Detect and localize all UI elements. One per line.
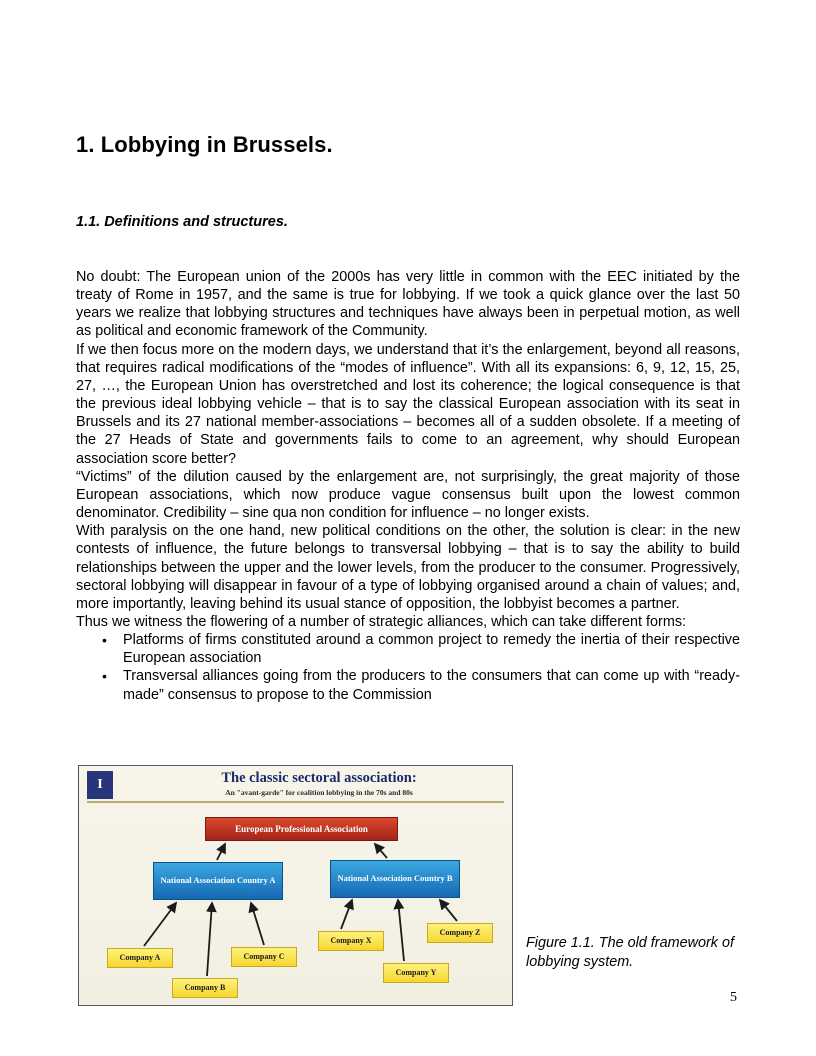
figure-subtitle: An "avant-garde" for coalition lobbying in the 70s and 80s	[225, 788, 413, 797]
paragraph: Thus we witness the flowering of a number of strategic alliances, which can take different forms:	[76, 613, 687, 630]
bullet-text: Platforms of firms constituted around a common project to remedy the inertia of their respective European association	[123, 632, 740, 667]
arrow-nat-b-to-eu	[375, 844, 387, 858]
arrow-co-z-to-nat-b	[440, 900, 457, 921]
bullet-icon: •	[102, 632, 107, 649]
company-z-box: Company Z	[427, 923, 493, 943]
arrow-co-c-to-nat-a	[251, 903, 264, 945]
subsection-heading: 1.1. Definitions and structures.	[76, 214, 288, 230]
national-association-a-box: National Association Country A	[153, 862, 283, 900]
arrow-co-y-to-nat-b	[398, 900, 404, 961]
arrow-co-a-to-nat-a	[144, 903, 176, 946]
bullet-icon: •	[102, 668, 107, 685]
figure-diagram	[78, 765, 513, 1006]
arrow-co-b-to-nat-a	[207, 903, 212, 976]
bullet-item	[76, 667, 740, 703]
paragraph: If we then focus more on the modern days, we understand that it’s the enlargement, beyond all reasons, that requires radical modifications of the “modes of influence”. With all its expansions: 6, 9, 12, 15, 25, 27, …, the European Union has overstretched and lost its coherence; the logical consequence is that the previous ideal lobbying vehicle – that is to say the classical European association with its seat in Brussels and its 27 national member-associations – becomes all of a sudden obsolete. If a meeting of the 27 Heads of State and governments fails to come to an agreement, why should European association score better?	[76, 341, 740, 467]
figure-title: The classic sectoral association:	[221, 770, 417, 786]
figure-caption: Figure 1.1. The old framework of lobbying system.	[526, 935, 734, 970]
body-text	[76, 268, 740, 704]
company-b-box: Company B	[172, 978, 238, 998]
bullet-item	[76, 631, 740, 667]
company-c-box: Company C	[231, 947, 297, 967]
arrow-nat-a-to-eu	[217, 844, 225, 860]
company-x-box: Company X	[318, 931, 384, 951]
page-number: 5	[730, 990, 737, 1005]
paragraph: With paralysis on the one hand, new political conditions on the other, the solution is clear: in the new contests of influence, the future belongs to transversal lobbying – that is to say the ability to build relationships between the upper and the lower levels, from the producer to the consumer. Progressively, sectoral lobbying will disappear in favour of a type of lobbying organised around a chain of values; and, more importantly, leaving behind its usual stance of opposition, the lobbyist becomes a partner.	[76, 523, 740, 612]
national-association-b-box: National Association Country B	[330, 860, 460, 898]
company-y-box: Company Y	[383, 963, 449, 983]
company-a-box: Company A	[107, 948, 173, 968]
european-association-box: European Professional Association	[205, 817, 398, 841]
section-heading: 1. Lobbying in Brussels.	[76, 132, 333, 157]
figure-tab: I	[87, 771, 113, 799]
paragraph: No doubt: The European union of the 2000s has very little in common with the EEC initiated by the treaty of Rome in 1957, and the same is true for lobbying. If we took a quick glance over the last 50 years we realize that lobbying structures and techniques have always been in perpetual motion, as well as political and economic framework of the Community.	[76, 269, 740, 340]
bullet-list	[76, 631, 740, 704]
arrow-co-x-to-nat-b	[341, 900, 352, 929]
paragraph: “Victims” of the dilution caused by the enlargement are, not surprisingly, the great majority of those European associations, which now produce vague consensus built upon the lowest common denominator. Credibility – sine qua non condition for influence – no longer exists.	[76, 468, 740, 522]
bullet-text: Transversal alliances going from the producers to the consumers that can come up with “ready-made” consensus to propose to the Commission	[123, 668, 740, 703]
